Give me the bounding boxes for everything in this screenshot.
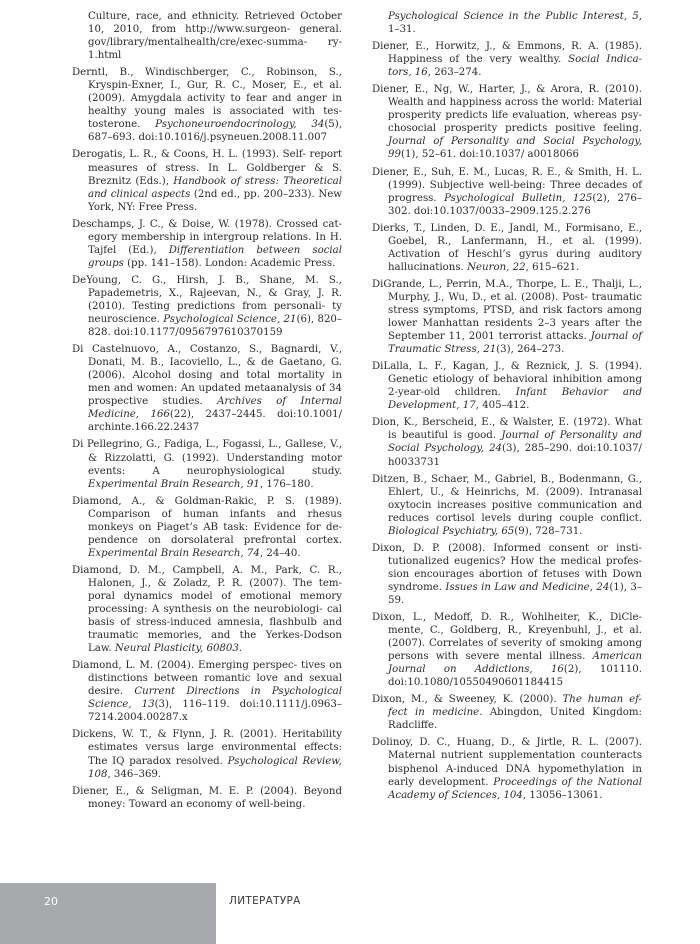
- reference-text: Diamond, A., & Goldman-Rakic, P. S. (1989). Comparison of human infants and rhesus monkeys on Piaget’s AB task: Evidence for de- pendence on dorsolateral prefrontal cortex.: [72, 495, 342, 546]
- reference-column-right: [372, 10, 642, 806]
- reference-text: DiLalla, L. F., Kagan, J., & Reznick, J. S. (1994). Genetic etiology of behavioral inhibition among 2-year-old children.: [372, 361, 642, 399]
- reference-text: (3), 285–290. doi:10.1037/ h0033731: [388, 443, 642, 468]
- reference-text: Derntl, B., Windischberger, C., Robinson, S., Kryspin-Exner, I., Gur, R. C., Moser, E., et al. (2009). Amygdala activity to fear and anger in healthy young males is associated with tes- tosterone.: [72, 67, 342, 131]
- reference-text: Di Pellegrino, G., Fadiga, L., Fogassi, L., Gallese, V., & Rizzolatti, G. (1992). Understanding motor events: A neurophysiological study.: [72, 439, 342, 477]
- reference-text: (5), 687–693. doi:10.1016/j.psyneuen.2008.11.007: [88, 119, 342, 144]
- page-footer: [0, 883, 700, 944]
- reference-source-title: Neural Plasticity, 60803: [114, 643, 239, 655]
- reference-text: DiGrande, L., Perrin, M.A., Thorpe, L. E., Thalji, L., Murphy, J., Wu, D., et al. (2008). Post- traumatic stress symptoms, PTSD, and risk factors among lower Manhattan residents 2–3 years after the September 11, 2001 terrorist attacks.: [372, 278, 642, 343]
- reference-source-title: American Journal on Addictions, 16: [388, 651, 642, 676]
- reference-text: . Abingdon, United Kingdom: Radcliffe.: [388, 707, 642, 732]
- reference-entry: [72, 274, 342, 339]
- reference-entry: [372, 416, 642, 468]
- reference-entry: [372, 611, 642, 689]
- reference-text: (2), 101110. doi:10.1080/10550490601184415: [388, 664, 642, 689]
- reference-entry: [72, 728, 342, 780]
- reference-text: Deschamps, J. C., & Doise, W. (1978). Crossed cat- egory membership in intergroup relations. In H. Tajfel (Ed.),: [72, 218, 342, 256]
- reference-text: , 615–621.: [525, 261, 580, 273]
- reference-source-title: Current Directions in Psychological Science, 13: [88, 686, 342, 711]
- reference-text: .: [238, 643, 243, 655]
- reference-entry: [372, 222, 642, 274]
- reference-entry: [72, 495, 342, 560]
- reference-entry: [372, 542, 642, 607]
- reference-text: , 263–274.: [427, 67, 482, 79]
- reference-text: , 346–369.: [107, 768, 162, 780]
- reference-text: Diener, E., Suh, E. M., Lucas, R. E., & Smith, H. L. (1999). Subjective well-being: Three decades of progress.: [372, 166, 642, 204]
- reference-text: Ditzen, B., Schaer, M., Gabriel, B., Bodenmann, G., Ehlert, U., & Heinrichs, M. (2009). Intranasal oxytocin increases positive communication and reduces cortisol levels during couple conflict.: [372, 473, 642, 524]
- reference-text: (2nd ed., pp. 200–233). New York, NY: Free Press.: [88, 188, 342, 213]
- reference-column-left: [72, 10, 342, 815]
- reference-source-title: Archives of Internal Medicine, 166: [88, 396, 342, 421]
- reference-text: Dion, K., Berscheid, E., & Walster, E. (1972). What is beautiful is good.: [372, 417, 642, 442]
- reference-entry: [372, 278, 642, 356]
- reference-source-title: Psychological Bulletin, 125: [444, 192, 593, 204]
- reference-source-title: Biological Psychiatry, 65: [388, 525, 515, 537]
- reference-source-title: Handbook of stress: Theoretical and clinical aspects: [88, 175, 342, 200]
- reference-text: Dolinoy, D. C., Huang, D., & Jirtle, R. L. (2007). Maternal nutrient supplementation counteracts bisphenol A-induced DNA hypomethylation in early development.: [372, 737, 642, 788]
- reference-entry: [72, 10, 342, 62]
- reference-source-title: Differentiation between social groups: [88, 244, 342, 269]
- reference-source-title: Experimental Brain Research, 91: [88, 478, 260, 490]
- reference-text: (1), 3–59.: [388, 581, 642, 606]
- reference-text: (22), 2437–2445. doi:10.1001/ archinte.166.22.2437: [88, 409, 342, 434]
- reference-source-title: The human ef- fect in medicine: [388, 694, 642, 719]
- reference-source-title: Journal of Personality and Social Psychology, 99: [388, 136, 642, 161]
- reference-text: Diamond, D. M., Campbell, A. M., Park, C. R., Halonen, J., & Zoladz, P. R. (2007). The tem- poral dynamics model of emotional memory processing: A synthesis on the neurobiologi- cal basis of stress-induced amnesia, flashbulb and traumatic memories, and the Yerkes-Dodson Law.: [72, 564, 342, 655]
- reference-text: Diamond, L. M. (2004). Emerging perspec- tives on distinctions between romantic love and sexual desire.: [72, 660, 342, 698]
- reference-text: Dixon, L., Medoff, D. R., Wohlheiter, K., DiCle- mente, C., Goldberg, R., Kreyenbuhl, J., et al. (2007). Correlates of severity of smoking among persons with severe mental illness.: [372, 612, 642, 663]
- reference-text: Derogatis, L. R., & Coons, H. L. (1993). Self- report measures of stress. In L. Goldberger & S. Breznitz (Eds.),: [72, 149, 342, 187]
- reference-text: (3), 116–119. doi:10.1111/j.0963–7214.2004.00287.x: [88, 699, 342, 724]
- reference-text: (6), 820–828. doi:10.1177/0956797610370159: [88, 314, 342, 339]
- reference-text: , 24–40.: [259, 547, 301, 559]
- reference-entry: [372, 83, 642, 161]
- reference-source-title: Proceedings of the National Academy of Sciences, 104: [388, 776, 642, 801]
- reference-source-title: Infant Behavior and Development, 17: [388, 387, 642, 412]
- reference-text: Dixon, D. P. (2008). Informed consent or insti- tutionalized eugenics? How the medical profes- sion encourages abortion of fetuses with Down syndrome.: [372, 542, 642, 593]
- reference-source-title: Psychological Science in the Public Interest, 5: [388, 11, 639, 22]
- reference-source-title: Experimental Brain Research, 74: [88, 547, 260, 559]
- reference-source-title: Journal of Traumatic Stress, 21: [388, 331, 642, 356]
- reference-entry: [72, 148, 342, 213]
- reference-text: Culture, race, and ethnicity. Retrieved October 10, 2010, from http://www.surgeon- general. gov/library/mentalhealth/cre/exec-summa- ry-1.html: [88, 11, 342, 62]
- reference-source-title: Issues in Law and Medicine, 24: [445, 581, 610, 593]
- reference-text: , 1–31.: [388, 11, 642, 36]
- reference-text: , 176–180.: [259, 478, 314, 490]
- reference-entry: [72, 66, 342, 144]
- reference-source-title: Psychological Review, 108: [88, 755, 343, 780]
- reference-entry: [372, 473, 642, 538]
- reference-entry: [372, 40, 642, 79]
- reference-source-title: Psychological Science, 21: [163, 314, 297, 326]
- reference-entry: [72, 564, 342, 655]
- reference-source-title: Social Indica- tors, 16: [388, 54, 643, 79]
- reference-text: Dickens, W. T., & Flynn, J. R. (2001). Heritability estimates versus large environmental effects: The IQ paradox resolved.: [72, 729, 342, 767]
- reference-entry: [372, 166, 642, 218]
- page-number: 20: [44, 895, 58, 908]
- reference-text: Diener, E., Ng, W., Harter, J., & Arora, R. (2010). Wealth and happiness across the world: Material prosperity predicts life evaluation, whereas psy- chosocial prosperity predicts positive feeling.: [372, 84, 642, 135]
- reference-entry: [72, 659, 342, 724]
- reference-entry: [72, 785, 342, 811]
- reference-text: (pp. 141–158). London: Academic Press.: [123, 257, 336, 269]
- reference-entry: [372, 693, 642, 732]
- reference-entry: [72, 343, 342, 434]
- reference-source-title: Psychoneuroendocrinology, 34: [155, 119, 325, 131]
- reference-text: Dixon, M., & Sweeney, K. (2000).: [372, 694, 563, 706]
- reference-text: Diener, E., Horwitz, J., & Emmons, R. A. (1985). Happiness of the very wealthy.: [372, 41, 642, 66]
- reference-text: DeYoung, C. G., Hirsh, J. B., Shane, M. S., Papademetris, X., Rajeevan, N., & Gray, J. R. (2010). Testing predictions from personali- ty neuroscience.: [72, 274, 342, 326]
- reference-text: (9), 728–731.: [514, 525, 583, 537]
- reference-source-title: Neuron, 22: [467, 261, 526, 273]
- footer-band: [0, 883, 216, 944]
- reference-text: Diener, E., & Seligman, M. E. P. (2004). Beyond money: Toward an economy of well-being.: [72, 785, 342, 810]
- reference-entry: [372, 360, 642, 412]
- reference-source-title: Journal of Personality and Social Psychology, 24: [388, 430, 642, 455]
- reference-text: Di Castelnuovo, A., Costanzo, S., Bagnardi, V., Donati, M. B., Iacoviello, L., & de Gaetano, G. (2006). Alcohol dosing and total mortality in men and women: An updated metaanalysis of 34 prospective studies.: [72, 344, 342, 408]
- reference-text: (2), 276– 302. doi:10.1037/0033–2909.125.2.276: [388, 192, 642, 217]
- reference-text: , 13056–13061.: [522, 789, 603, 801]
- reference-entry: [72, 438, 342, 490]
- reference-entry: [372, 10, 642, 36]
- reference-text: (3), 264–273.: [496, 344, 565, 356]
- section-title: ЛИТЕРАТУРА: [229, 895, 301, 907]
- reference-text: (1), 52–61. doi:10.1037/ a0018066: [400, 149, 579, 161]
- reference-text: Dierks, T., Linden, D. E., Jandl, M., Formisano, E., Goebel, R., Lanfermann, H., et al. (1999). Activation of Heschl’s gyrus during auditory hallucinations.: [372, 222, 642, 273]
- reference-entry: [72, 218, 342, 270]
- reference-entry: [372, 736, 642, 801]
- reference-text: , 405–412.: [475, 400, 530, 412]
